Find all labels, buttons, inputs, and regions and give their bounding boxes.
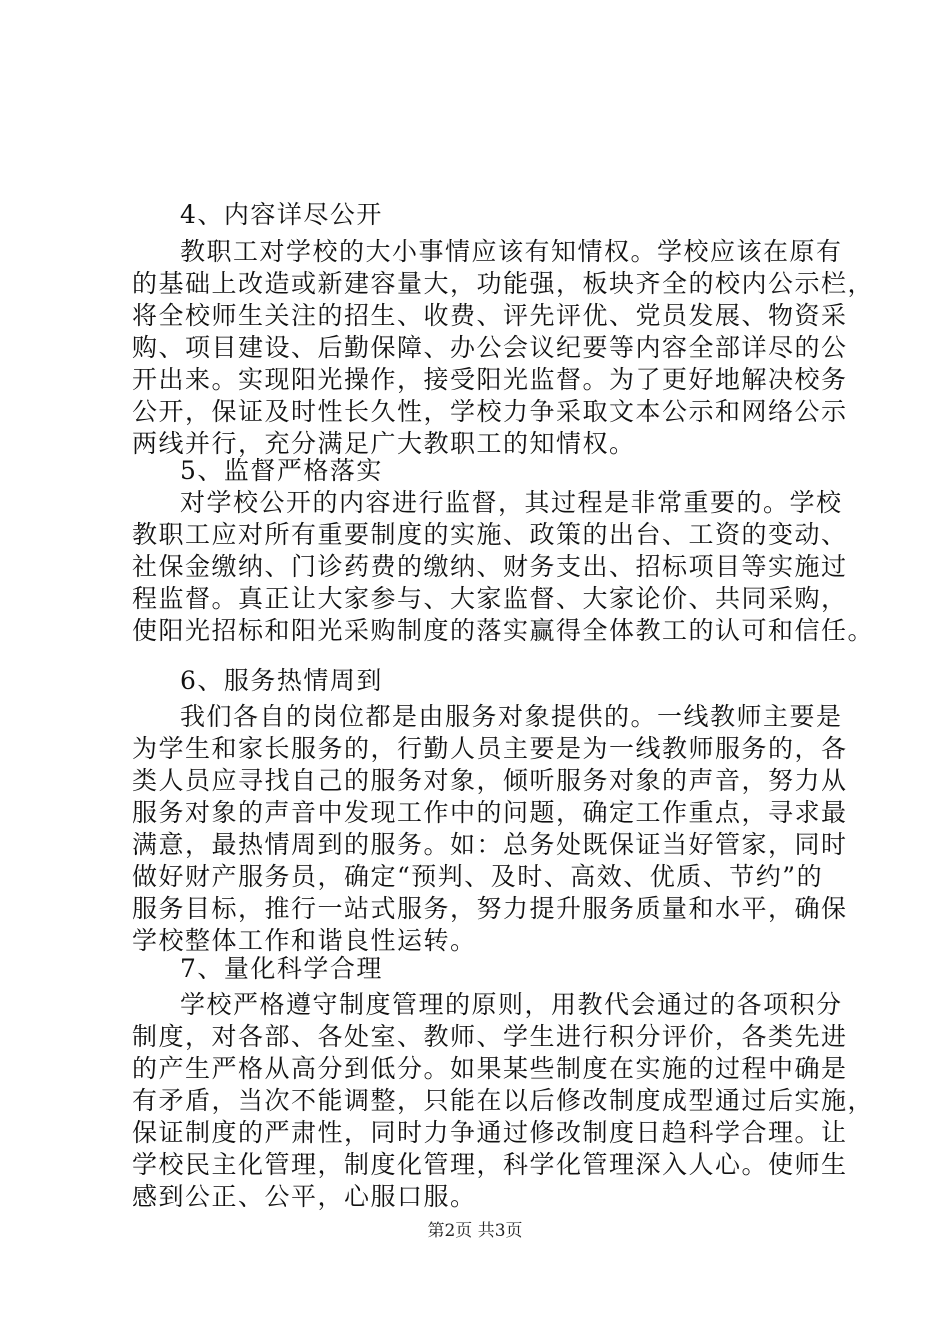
paragraph-line: 我们各自的岗位都是由服务对象提供的。一线教师主要是 [180,702,843,731]
paragraph-line: 社保金缴纳、门诊药费的缴纳、财务支出、招标项目等实施过 [132,552,848,581]
paragraph-line: 感到公正、公平，心服口服。 [132,1182,477,1211]
paragraph-line: 学校严格遵守制度管理的原则，用教代会通过的各项积分 [180,990,843,1019]
paragraph-line: 的基础上改造或新建容量大，功能强，板块齐全的校内公示栏， [132,269,875,298]
paragraph-line: 有矛盾，当次不能调整，只能在以后修改制度成型通过后实施， [132,1086,875,1115]
section-heading: 7、量化科学合理 [180,954,383,983]
section-heading: 5、监督严格落实 [180,456,383,485]
paragraph-line: 对学校公开的内容进行监督，其过程是非常重要的。学校 [180,488,843,517]
paragraph-line: 学校整体工作和谐良性运转。 [132,926,477,955]
paragraph-line: 为学生和家长服务的，行勤人员主要是为一线教师服务的，各 [132,734,848,763]
paragraph-line: 两线并行，充分满足广大教职工的知情权。 [132,429,636,458]
paragraph-line: 保证制度的严肃性，同时力争通过修改制度日趋科学合理。让 [132,1118,848,1147]
paragraph-line: 教职工应对所有重要制度的实施、政策的出台、工资的变动、 [132,520,848,549]
paragraph-line: 服务对象的声音中发现工作中的问题，确定工作重点，寻求最 [132,798,848,827]
paragraph-line: 类人员应寻找自己的服务对象，倾听服务对象的声音，努力从 [132,766,848,795]
section-heading: 6、服务热情周到 [180,666,383,695]
paragraph-line: 开出来。实现阳光操作，接受阳光监督。为了更好地解决校务 [132,365,848,394]
paragraph-line: 学校民主化管理，制度化管理，科学化管理深入人心。使师生 [132,1150,848,1179]
paragraph-line: 使阳光招标和阳光采购制度的落实赢得全体教工的认可和信任。 [132,616,875,645]
paragraph-line: 的产生严格从高分到低分。如果某些制度在实施的过程中确是 [132,1054,848,1083]
paragraph-line: 购、项目建设、后勤保障、办公会议纪要等内容全部详尽的公 [132,333,848,362]
paragraph-line: 程监督。真正让大家参与、大家监督、大家论价、共同采购， [132,584,848,613]
paragraph-line: 公开，保证及时性长久性，学校力争采取文本公示和网络公示 [132,397,848,426]
section-heading: 4、内容详尽公开 [180,200,383,229]
paragraph-line: 制度，对各部、各处室、教师、学生进行积分评价，各类先进 [132,1022,848,1051]
paragraph-line: 教职工对学校的大小事情应该有知情权。学校应该在原有 [180,237,843,266]
paragraph-line: 将全校师生关注的招生、收费、评先评优、党员发展、物资采 [132,301,848,330]
page-footer: 第2页 共3页 [427,1221,523,1241]
paragraph-line: 做好财产服务员，确定“预判、及时、高效、优质、节约”的 [132,862,824,891]
paragraph-line: 满意，最热情周到的服务。如：总务处既保证当好管家，同时 [132,830,848,859]
paragraph-line: 服务目标，推行一站式服务，努力提升服务质量和水平，确保 [132,894,848,923]
